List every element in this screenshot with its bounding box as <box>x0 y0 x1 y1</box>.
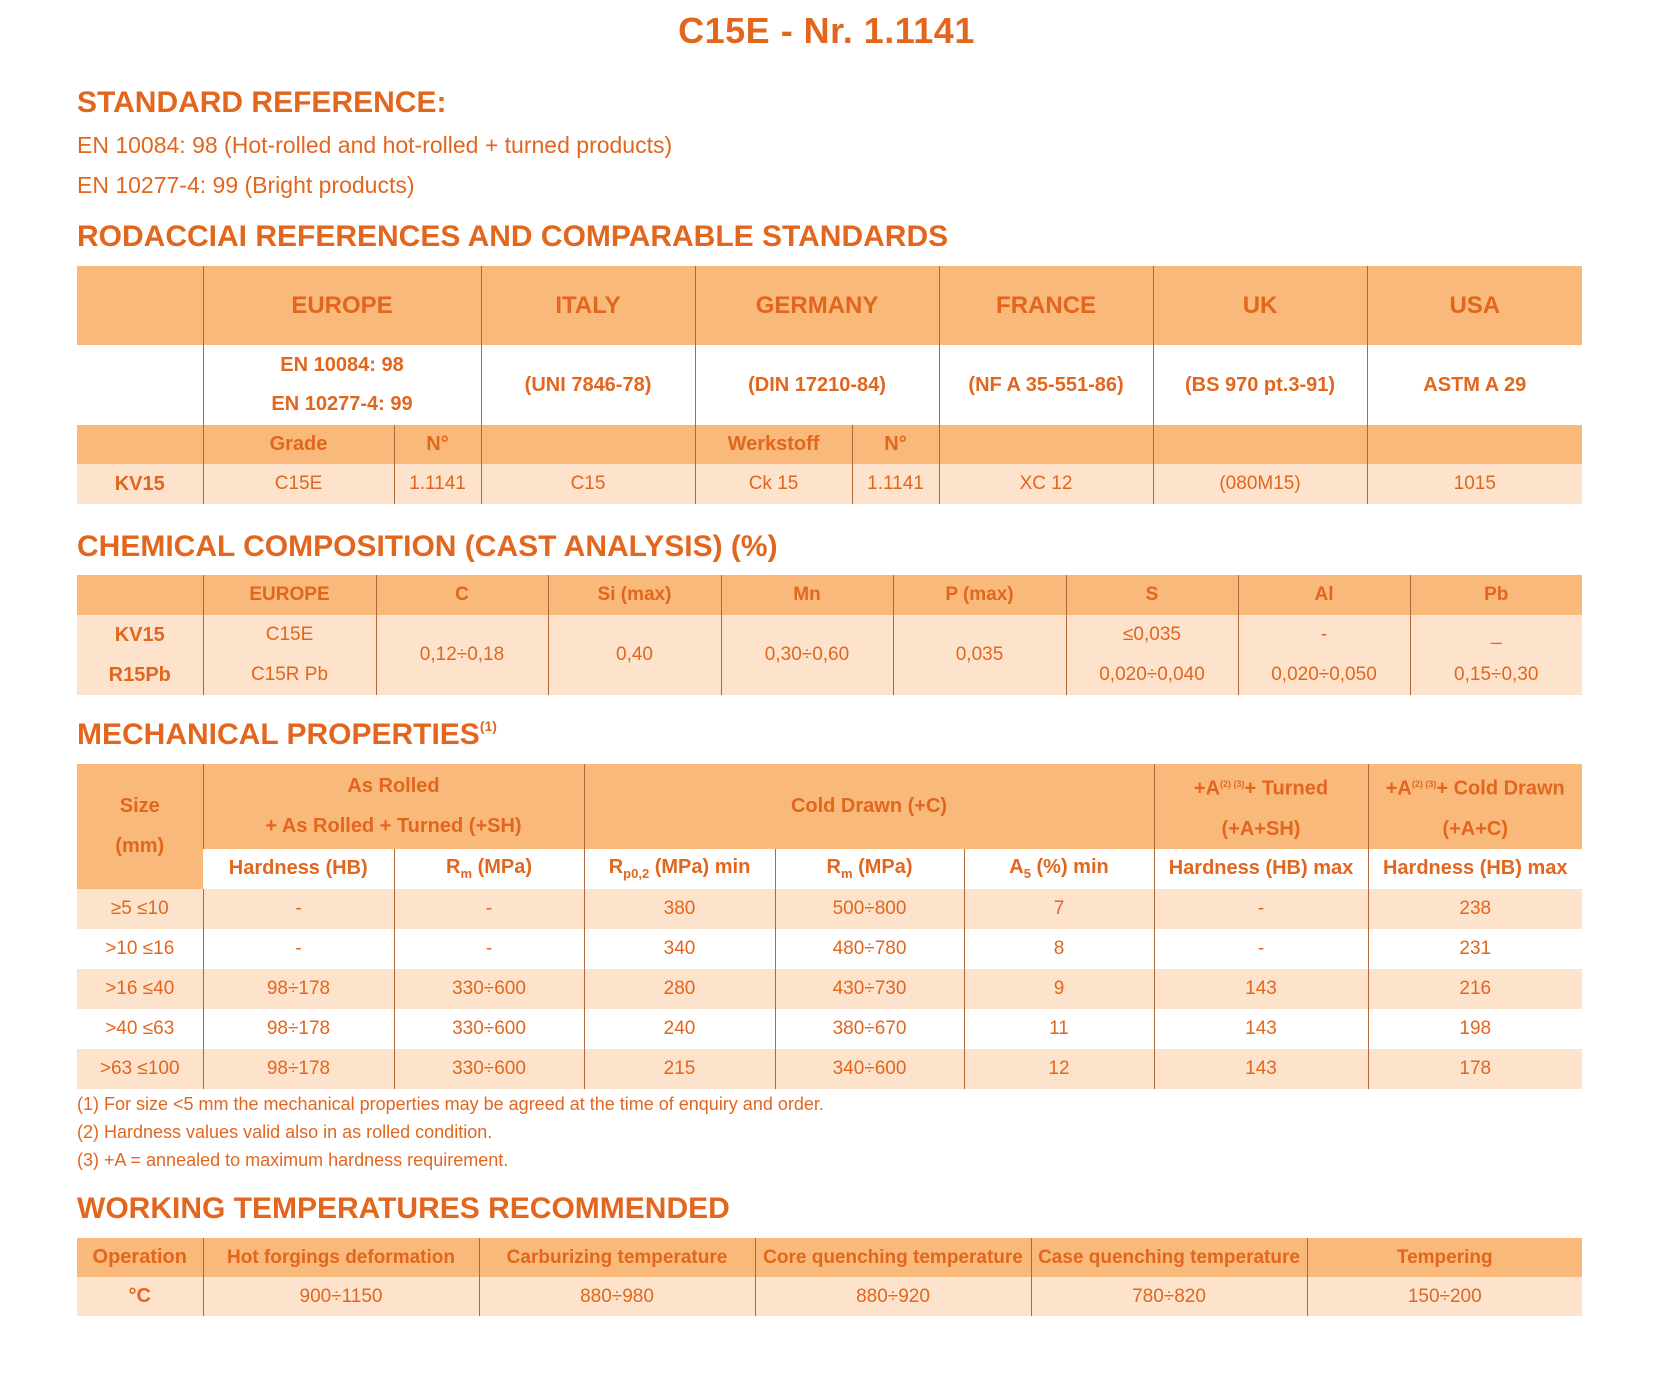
rodacciai-grade: KV15 <box>77 464 203 504</box>
mechanical-table <box>77 764 1582 1089</box>
value-cell: 330÷600 <box>394 1049 584 1089</box>
standard-europe-2: EN 10277-4: 99 <box>271 393 413 415</box>
core-quenching-value: 880÷920 <box>755 1277 1031 1316</box>
chem-c: 0,12÷0,18 <box>376 615 548 695</box>
hot-forgings-header: Hot forgings deformation <box>203 1238 479 1277</box>
table-row <box>77 1009 1582 1049</box>
value-cell: 480÷780 <box>775 929 964 969</box>
country-italy: ITALY <box>481 266 695 345</box>
table-row <box>77 969 1582 1009</box>
value-cell: 98÷178 <box>203 1049 394 1089</box>
country-france: FRANCE <box>939 266 1153 345</box>
carburizing-header: Carburizing temperature <box>479 1238 755 1277</box>
standard-usa: ASTM A 29 <box>1367 345 1582 425</box>
sub-hardness-max: Hardness (HB) max <box>1154 849 1368 889</box>
chem-pb: 0,15÷0,30 <box>1410 655 1582 695</box>
standard-europe-1: EN 10084: 98 <box>280 354 404 376</box>
value-cell: 143 <box>1154 1049 1368 1089</box>
standard-uk: (BS 970 pt.3-91) <box>1153 345 1367 425</box>
subheader-werkstoff: Werkstoff <box>695 425 852 464</box>
size-cell: >40 ≤63 <box>77 1009 203 1049</box>
value-cell: 340 <box>584 929 775 969</box>
cold-drawn-annealed-header <box>1368 764 1582 849</box>
table-row <box>77 929 1582 969</box>
value-cell: 11 <box>964 1009 1154 1049</box>
footnote: (2) Hardness values valid also in as rolled condition. <box>77 1122 493 1142</box>
chem-pb: _ <box>1410 615 1582 655</box>
size-cell: >63 ≤100 <box>77 1049 203 1089</box>
value-cell: 198 <box>1368 1009 1582 1049</box>
chemical-table <box>77 575 1582 695</box>
country-uk: UK <box>1153 266 1367 345</box>
turned-header-2: (+A+SH) <box>1221 817 1301 840</box>
standard-reference-line: EN 10084: 98 (Hot-rolled and hot-rolled + turned products) <box>77 132 673 158</box>
value-cell: 340÷600 <box>775 1049 964 1089</box>
mechanical-heading-sup: (1) <box>479 718 497 734</box>
value-cell: - <box>394 889 584 929</box>
footnote: (1) For size <5 mm the mechanical properties may be agreed at the time of enquiry and order. <box>77 1094 824 1114</box>
value-cell: 9 <box>964 969 1154 1009</box>
references-heading: RODACCIAI REFERENCES AND COMPARABLE STANDARDS <box>77 220 949 253</box>
chem-row-name: KV15 <box>77 615 203 655</box>
value-cell: 280 <box>584 969 775 1009</box>
value-cell: 12 <box>964 1049 1154 1089</box>
chem-header-al: Al <box>1238 575 1410 615</box>
chem-header-p: P (max) <box>893 575 1066 615</box>
value-cell: 238 <box>1368 889 1582 929</box>
value-cell: 98÷178 <box>203 1009 394 1049</box>
carburizing-value: 880÷980 <box>479 1277 755 1316</box>
chem-row-name: R15Pb <box>77 655 203 695</box>
country-usa: USA <box>1367 266 1582 345</box>
value-cell: - <box>203 889 394 929</box>
value-cell: 215 <box>584 1049 775 1089</box>
standard-germany: (DIN 17210-84) <box>695 345 939 425</box>
value-cell: - <box>1154 929 1368 969</box>
as-rolled-header-1: As Rolled <box>347 775 440 798</box>
uk-grade: (080M15) <box>1153 464 1367 504</box>
value-cell: 216 <box>1368 969 1582 1009</box>
germany-number: 1.1141 <box>852 464 939 504</box>
blank-cell <box>1367 425 1582 464</box>
hot-forgings-value: 900÷1150 <box>203 1277 479 1316</box>
subheader-n: N° <box>852 425 939 464</box>
cold-drawn-annealed-header-1: $+A^{(2) (3)}+$ Cold Drawn <box>1385 777 1565 800</box>
value-cell: 231 <box>1368 929 1582 969</box>
as-rolled-header-2: + As Rolled + Turned (+SH) <box>265 815 522 838</box>
tempering-value: 150÷200 <box>1307 1277 1582 1316</box>
value-cell: 330÷600 <box>394 1009 584 1049</box>
subheader-grade: Grade <box>203 425 394 464</box>
standard-reference-line: EN 10277-4: 99 (Bright products) <box>77 172 415 198</box>
size-header-1: Size <box>119 795 160 818</box>
value-cell: 143 <box>1154 969 1368 1009</box>
size-cell: >10 ≤16 <box>77 929 203 969</box>
blank-cell <box>1153 425 1367 464</box>
table-row <box>77 1049 1582 1089</box>
mechanical-heading <box>77 718 497 752</box>
working-table <box>77 1238 1582 1316</box>
turned-header <box>1154 764 1368 849</box>
value-cell: 330÷600 <box>394 969 584 1009</box>
working-heading: WORKING TEMPERATURES RECOMMENDED <box>77 1192 730 1225</box>
chem-mn: 0,30÷0,60 <box>721 615 893 695</box>
size-header-2: (mm) <box>115 835 165 858</box>
value-cell: 240 <box>584 1009 775 1049</box>
chem-europe: C15R Pb <box>203 655 376 695</box>
corner-cell <box>77 575 203 615</box>
value-cell: 500÷800 <box>775 889 964 929</box>
value-cell: 98÷178 <box>203 969 394 1009</box>
chem-al: 0,020÷0,050 <box>1238 655 1410 695</box>
value-cell: 178 <box>1368 1049 1582 1089</box>
value-cell: - <box>1154 889 1368 929</box>
value-cell: - <box>203 929 394 969</box>
sub-hardness: Hardness (HB) <box>203 849 394 889</box>
tempering-header: Tempering <box>1307 1238 1582 1277</box>
country-europe: EUROPE <box>203 266 481 345</box>
as-rolled-header <box>203 764 584 849</box>
standard-italy: (UNI 7846-78) <box>481 345 695 425</box>
size-cell: >16 ≤40 <box>77 969 203 1009</box>
blank-cell <box>77 425 203 464</box>
value-cell: 143 <box>1154 1009 1368 1049</box>
chem-header-s: S <box>1066 575 1238 615</box>
france-grade: XC 12 <box>939 464 1153 504</box>
value-cell: - <box>394 929 584 969</box>
chem-s: 0,020÷0,040 <box>1066 655 1238 695</box>
country-germany: GERMANY <box>695 266 939 345</box>
sub-rm: $R_m$ (MPa) <box>775 849 964 889</box>
mechanical-heading-text: MECHANICAL PROPERTIES <box>77 718 480 751</box>
table-row <box>77 889 1582 929</box>
chem-al: - <box>1238 615 1410 655</box>
value-cell: 8 <box>964 929 1154 969</box>
case-quenching-value: 780÷820 <box>1031 1277 1307 1316</box>
eu-number: 1.1141 <box>394 464 481 504</box>
size-header <box>77 764 203 889</box>
footnote: (3) +A = annealed to maximum hardness requirement. <box>77 1150 509 1170</box>
chem-header-mn: Mn <box>721 575 893 615</box>
chem-header-pb: Pb <box>1410 575 1582 615</box>
standard-france: (NF A 35-551-86) <box>939 345 1153 425</box>
germany-werkstoff: Ck 15 <box>695 464 852 504</box>
references-table <box>77 266 1582 504</box>
standard-europe <box>203 345 481 425</box>
corner-cell <box>77 266 203 345</box>
sub-a5: $A_5$ (%) min <box>964 849 1154 889</box>
size-cell: ≥5 ≤10 <box>77 889 203 929</box>
chem-s: ≤0,035 <box>1066 615 1238 655</box>
value-cell: 7 <box>964 889 1154 929</box>
value-cell: 380 <box>584 889 775 929</box>
subheader-n: N° <box>394 425 481 464</box>
sub-hardness-max: Hardness (HB) max <box>1368 849 1582 889</box>
eu-grade: C15E <box>203 464 394 504</box>
chemical-heading: CHEMICAL COMPOSITION (CAST ANALYSIS) (%) <box>77 530 778 563</box>
italy-grade: C15 <box>481 464 695 504</box>
value-cell: 380÷670 <box>775 1009 964 1049</box>
chem-p: 0,035 <box>893 615 1066 695</box>
value-cell: 430÷730 <box>775 969 964 1009</box>
chem-header-si: Si (max) <box>548 575 721 615</box>
chem-header-europe: EUROPE <box>203 575 376 615</box>
blank-cell <box>77 345 203 425</box>
operation-header: Operation <box>77 1238 203 1277</box>
blank-cell <box>939 425 1153 464</box>
chem-header-c: C <box>376 575 548 615</box>
cold-drawn-annealed-header-2: (+A+C) <box>1442 817 1509 840</box>
core-quenching-header: Core quenching temperature <box>755 1238 1031 1277</box>
unit-cell: °C <box>77 1277 203 1316</box>
page-title: C15E - Nr. 1.1141 <box>678 10 975 51</box>
usa-grade: 1015 <box>1367 464 1582 504</box>
chem-europe: C15E <box>203 615 376 655</box>
sub-rp: $R_{p0,2}$ (MPa) min <box>584 849 775 889</box>
turned-header-1: $+A^{(2) (3)}+$ Turned <box>1193 777 1329 800</box>
case-quenching-header: Case quenching temperature <box>1031 1238 1307 1277</box>
sub-rm: $R_m$ (MPa) <box>394 849 584 889</box>
blank-cell <box>481 425 695 464</box>
cold-drawn-header: Cold Drawn (+C) <box>584 764 1154 849</box>
standard-reference-heading: STANDARD REFERENCE: <box>77 86 447 119</box>
chem-si: 0,40 <box>548 615 721 695</box>
